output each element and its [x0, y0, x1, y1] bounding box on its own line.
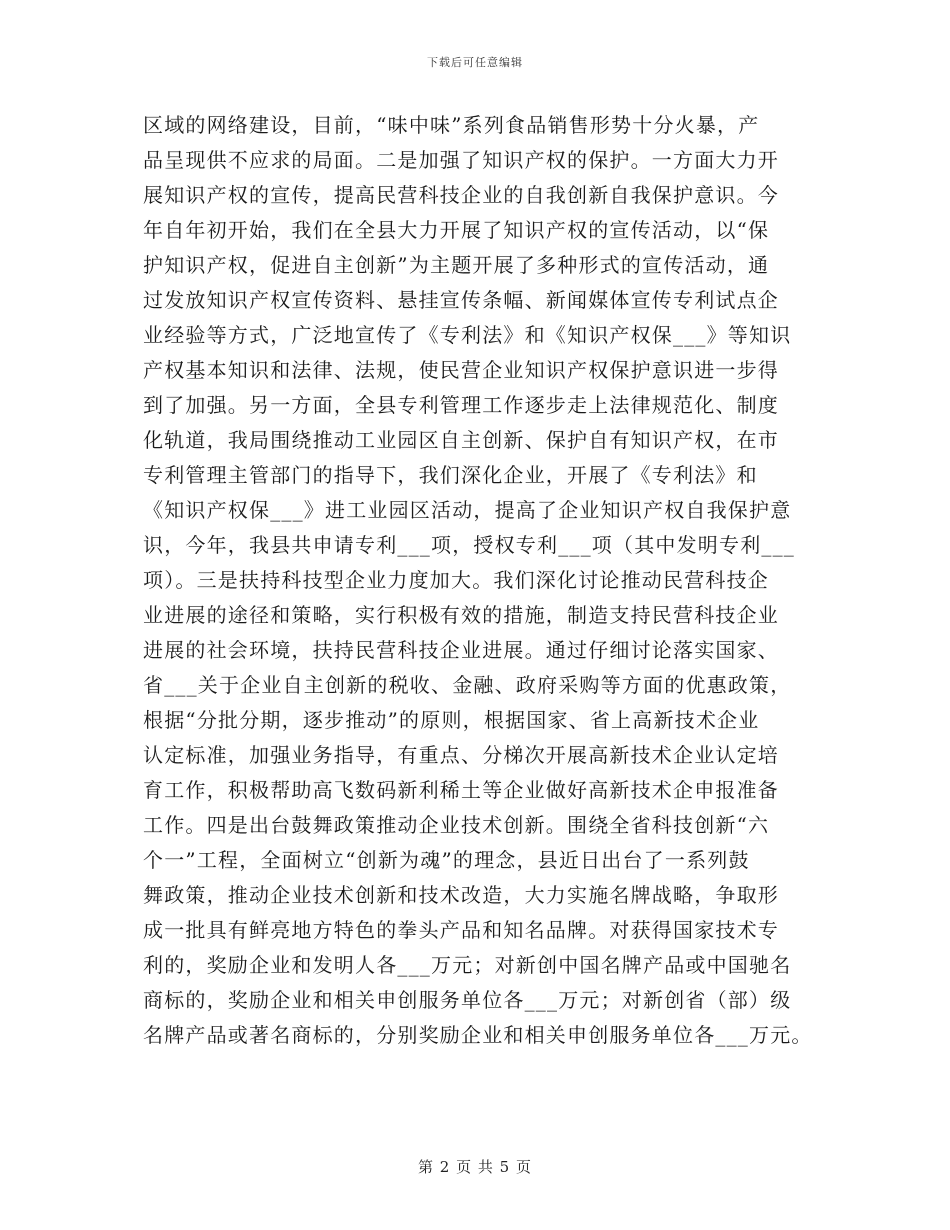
body-line: 省___关于企业自主创新的税收、金融、政府采购等方面的优惠政策， — [143, 673, 792, 697]
body-line: 业进展的途径和策略，实行积极有效的措施，制造支持民营科技企业 — [143, 603, 779, 627]
body-line: 区域的网络建设，目前，“味中味”系列食品销售形势十分火暴，产 — [143, 113, 760, 137]
body-line: 识，今年，我县共申请专利___项，授权专利___项（其中发明专利___ — [143, 533, 795, 557]
body-line: 产权基本知识和法律、法规，使民营企业知识产权保护意识进一步得 — [143, 358, 779, 382]
body-line: 展知识产权的宣传，提高民营科技企业的自我创新自我保护意识。今 — [143, 183, 779, 207]
body-line: 个一”工程，全面树立“创新为魂”的理念，县近日出台了一系列鼓 — [143, 848, 750, 872]
body-line: 商标的，奖励企业和相关申创服务单位各___万元；对新创省（部）级 — [143, 988, 792, 1012]
body-line: 到了加强。另一方面，全县专利管理工作逐步走上法律规范化、制度 — [143, 393, 779, 417]
body-line: 专利管理主管部门的指导下，我们深化企业，开展了《专利法》和 — [143, 463, 758, 487]
body-line: 成一批具有鲜亮地方特色的拳头产品和知名品牌。对获得国家技术专 — [143, 918, 779, 942]
body-line: 项）。三是扶持科技型企业力度加大。我们深化讨论推动民营科技企 — [143, 568, 769, 592]
body-line: 《知识产权保___》进工业园区活动，提高了企业知识产权自我保护意 — [143, 498, 792, 522]
document-body — [143, 108, 823, 1053]
body-line: 工作。四是出台鼓舞政策推动企业技术创新。围绕全省科技创新“六 — [143, 813, 770, 837]
page-number: 第 2 页 共 5 页 — [418, 1158, 532, 1176]
body-line: 利的，奖励企业和发明人各___万元；对新创中国名牌产品或中国驰名 — [143, 953, 792, 977]
body-line: 名牌产品或著名商标的，分别奖励企业和相关申创服务单位各___万元。 — [143, 1023, 813, 1047]
body-line: 业经验等方式，广泛地宣传了《专利法》和《知识产权保___》等知识 — [143, 323, 792, 347]
header-note: 下载后可任意编辑 — [427, 56, 523, 69]
body-line: 护知识产权，促进自主创新”为主题开展了多种形式的宣传活动，通 — [143, 253, 770, 277]
body-line: 育工作，积极帮助高飞数码新利稀土等企业做好高新技术企申报准备 — [143, 778, 779, 802]
body-line: 化轨道，我局围绕推动工业园区自主创新、保护自有知识产权，在市 — [143, 428, 779, 452]
body-line: 年自年初开始，我们在全县大力开展了知识产权的宣传活动，以“保 — [143, 218, 770, 242]
body-line: 品呈现供不应求的局面。二是加强了知识产权的保护。一方面大力开 — [143, 148, 779, 172]
body-line: 过发放知识产权宣传资料、悬挂宣传条幅、新闻媒体宣传专利试点企 — [143, 288, 779, 312]
body-line: 进展的社会环境，扶持民营科技企业进展。通过仔细讨论落实国家、 — [143, 638, 779, 662]
body-line: 认定标准，加强业务指导，有重点、分梯次开展高新技术企业认定培 — [143, 743, 779, 767]
body-line: 舞政策，推动企业技术创新和技术改造，大力实施名牌战略，争取形 — [143, 883, 779, 907]
body-line: 根据“分批分期，逐步推动”的原则，根据国家、省上高新技术企业 — [143, 708, 760, 732]
